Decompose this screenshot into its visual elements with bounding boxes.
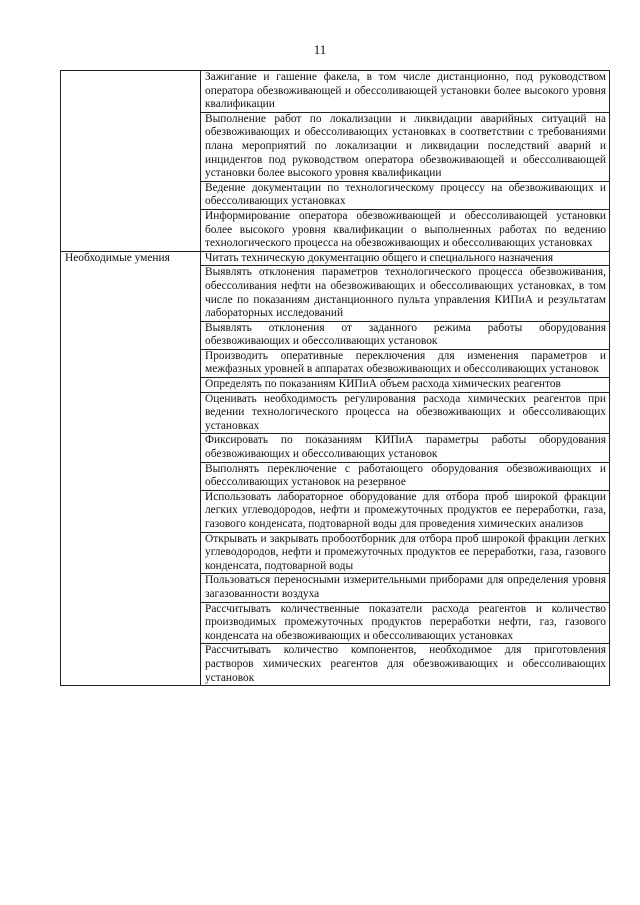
item-cell: Читать техническую документацию общего и специального назначения — [201, 251, 610, 266]
page-number: 11 — [313, 42, 327, 57]
item-cell: Выполнение работ по локализации и ликвидации аварийных ситуаций на обезвоживающих и обессоливающих установках в соответствии с требованиями плана мероприятий по локализации и ликвидации последствий аварий и инцидентов под руководством оператора обезвоживающей и обессоливающей установки более высокого уровня квалификации — [201, 112, 610, 181]
item-cell: Производить оперативные переключения для изменения параметров и межфазных уровней в аппаратах обезвоживающих и обессоливающих установок — [201, 349, 610, 377]
item-cell: Оценивать необходимость регулирования расхода химических реагентов при ведении технологического процесса на обезвоживающих и обессоливающих установках — [201, 392, 610, 434]
item-cell: Открывать и закрывать пробоотборник для отбора проб широкой фракции легких углеводородов, нефти и промежуточных продуктов ее переработки, газа, газового конденсата, подтоварной воды — [201, 532, 610, 574]
item-cell: Пользоваться переносными измерительными приборами для определения уровня загазованности воздуха — [201, 574, 610, 602]
item-cell: Выполнять переключение с работающего оборудования обезвоживающих и обессоливающих установок на резервное — [201, 462, 610, 490]
item-cell: Информирование оператора обезвоживающей и обессоливающей установки более высокого уровня квалификации о выполненных работах по ведению технологического процесса на обезвоживающих и обессоливающих установках — [201, 209, 610, 251]
labor-function-table — [60, 70, 610, 686]
section-label-cell — [61, 71, 201, 252]
item-cell: Выявлять отклонения параметров технологического процесса обезвоживания, обессоливания нефти на обезвоживающих и обессоливающих установках, в том числе по показаниям дистанционного пульта управления КИПиА и результатам лабораторных исследований — [201, 266, 610, 321]
section-label-cell — [61, 251, 201, 685]
table-row — [61, 251, 610, 266]
item-cell: Зажигание и гашение факела, в том числе дистанционно, под руководством оператора обезвоживающей и обессоливающей установки более высокого уровня квалификации — [201, 71, 610, 113]
item-cell: Фиксировать по показаниям КИПиА параметры работы оборудования обезвоживающих и обессоливающих установок — [201, 434, 610, 462]
item-cell: Ведение документации по технологическому процессу на обезвоживающих и обессоливающих установках — [201, 181, 610, 209]
table-row — [61, 71, 610, 113]
item-cell: Выявлять отклонения от заданного режима работы оборудования обезвоживающих и обессоливающих установок — [201, 321, 610, 349]
item-cell: Рассчитывать количественные показатели расхода реагентов и количество производимых промежуточных продуктов переработки нефти, газ, газового конденсата на обезвоживающих и обессоливающих установках — [201, 602, 610, 644]
item-cell: Определять по показаниям КИПиА объем расхода химических реагентов — [201, 378, 610, 393]
item-cell: Использовать лабораторное оборудование для отбора проб широкой фракции легких углеводородов, нефти и промежуточных продуктов ее переработки, газа, газового конденсата, подтоварной воды для проведения химических анализов — [201, 490, 610, 532]
item-cell: Рассчитывать количество компонентов, необходимое для приготовления растворов химических реагентов для обезвоживающих и обессоливающих установок — [201, 644, 610, 686]
section-label: Необходимые умения — [65, 251, 170, 264]
